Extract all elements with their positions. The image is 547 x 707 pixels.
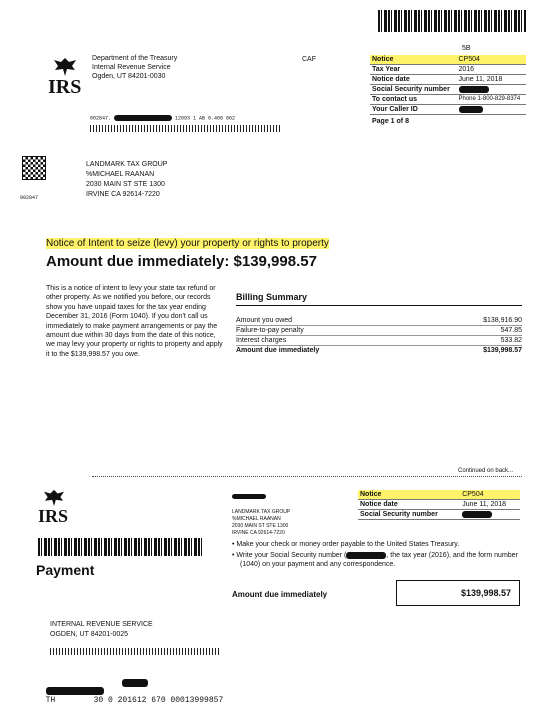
billing-row: [236, 326, 522, 336]
mail-code: 002847.: [90, 115, 112, 122]
agency-block: [92, 54, 177, 81]
side-code: 002847: [20, 195, 39, 201]
billing-label: Failure-to-pay penalty: [236, 326, 431, 336]
contact-value: Phone 1-800-829-8374: [458, 96, 521, 102]
billing-title: Billing Summary: [236, 292, 522, 306]
stub-addr-4: IRVINE CA 92614-7220: [232, 530, 285, 536]
stub-addr-2: %MICHAEL RAANAN: [232, 516, 281, 522]
recipient-line-2: %MICHAEL RAANAN: [86, 171, 155, 178]
notice-row: [370, 55, 526, 65]
mail-code-line: [90, 115, 235, 122]
billing-row: [236, 316, 522, 326]
top-code: 5B: [462, 45, 471, 52]
stub-addr-3: 2030 MAIN ST STE 1300: [232, 523, 289, 529]
stub-irs-eagle-icon: [42, 488, 66, 508]
tear-line: [92, 476, 522, 477]
payment-instructions: [232, 540, 524, 569]
stub-date-label: Notice date: [360, 501, 398, 508]
notice-heading: [46, 238, 329, 249]
ssn-label: Social Security number: [372, 86, 450, 93]
irs-eagle-icon: [52, 56, 78, 78]
instruction-ssn-redaction: [346, 552, 386, 559]
stub-notice-label: Notice: [360, 491, 382, 498]
stub-notice-value: CP504: [462, 491, 484, 498]
contact-label: To contact us: [372, 96, 417, 103]
notice-label: Notice: [372, 56, 394, 63]
qr-code-icon: [22, 156, 46, 180]
notice-date-value: June 11, 2018: [458, 76, 503, 83]
billing-total-row: [236, 346, 522, 356]
agency-service: Internal Revenue Service: [92, 64, 171, 71]
instruction-bullet-1: • Make your check or money order payable to the United States Treasury.: [232, 541, 460, 548]
caller-id-label: Your Caller ID: [372, 106, 418, 113]
notice-info-box: [370, 55, 526, 126]
body-text: This is a notice of intent to levy your state tax refund or other property. As we notified you before, our records show you have unpaid taxes for the tax year ending December 31, 2016 (Form 1040). If you don't call us immediately to make payment arrangements or pay the amount due within 30 days from the date of this notice, we may levy your property or rights to property and apply it to the $139,998.57 you owe.: [46, 285, 223, 358]
stub-ssn-label: Social Security number: [360, 511, 438, 518]
billing-summary: [236, 292, 522, 355]
billing-value: 533.82: [431, 336, 522, 346]
return-line-2: OGDEN, UT 84201-0025: [50, 631, 129, 638]
ssn-value: [457, 85, 527, 95]
notice-heading-text: Notice of Intent to seize (levy) your property or rights to property: [46, 238, 329, 249]
continued-note: Continued on back...: [458, 468, 514, 474]
return-line-1: INTERNAL REVENUE SERVICE: [50, 621, 153, 628]
recipient-line-3: 2030 MAIN ST STE 1300: [86, 181, 165, 188]
billing-total-value: $139,998.57: [483, 347, 522, 354]
scanline-text: TH 30 0 201612 670 00013999857: [45, 696, 224, 706]
stub-irs-logo-text: IRS: [38, 506, 69, 526]
instruction-2a-text: Write your Social Security number (: [236, 552, 347, 559]
instruction-1-text: Make your check or money order payable to the United States Treasury.: [236, 541, 460, 548]
scanline-redaction-2: [122, 679, 148, 687]
stub-barcode: [38, 538, 204, 556]
instruction-2b-text: , the tax year (2016), and the form number (1040) on your payment and any correspondence.: [240, 552, 518, 568]
instruction-bullet-2: • Write your Social Security number ( , the tax year (2016), and the form number (1040) on your payment and any correspondence.: [232, 552, 518, 568]
stub-ssn-redaction: [462, 511, 492, 518]
billing-label: Interest charges: [236, 336, 431, 346]
top-barcode: [378, 10, 526, 32]
stub-amount-value: $139,998.57: [460, 588, 511, 598]
stub-address-redaction: [232, 494, 266, 499]
billing-value: 547.85: [431, 326, 522, 336]
billing-label: Amount you owed: [236, 316, 431, 326]
payment-label: Payment: [36, 562, 95, 578]
stub-addr-1: LANDMARK TAX GROUP: [232, 509, 291, 515]
recipient-address: [86, 160, 167, 200]
agency-city: Ogden, UT 84201-0030: [92, 73, 166, 80]
caf-label: CAF: [302, 56, 316, 63]
mail-code-tail: 12093 1 AB 0.408 862: [175, 115, 236, 122]
return-address: [50, 620, 153, 640]
stub-info-box: [358, 490, 520, 520]
billing-total-label: Amount due immediately: [236, 347, 320, 354]
mail-code-redaction: [114, 115, 172, 121]
tax-year-value: 2016: [458, 66, 475, 73]
agency-dept: Department of the Treasury: [92, 55, 178, 62]
billing-value: $138,916.90: [431, 316, 522, 326]
caller-id-value: [457, 105, 527, 115]
notice-date-label: Notice date: [372, 76, 410, 83]
page-number: Page 1 of 8: [372, 118, 409, 125]
tax-year-label: Tax Year: [372, 66, 401, 73]
postal-barcode-bottom: [50, 648, 220, 655]
stub-date-value: June 11, 2018: [462, 501, 507, 508]
amount-heading: Amount due immediately: $139,998.57: [46, 253, 317, 270]
recipient-line-1: LANDMARK TAX GROUP: [86, 161, 168, 168]
ssn-redaction: [459, 86, 489, 93]
recipient-line-4: IRVINE CA 92614-7220: [86, 191, 160, 198]
billing-row: [236, 336, 522, 346]
stub-ssn-value: [460, 510, 520, 520]
stub-address: [232, 488, 290, 537]
stub-amount-box: [396, 580, 520, 606]
postal-barcode-top: [90, 125, 280, 132]
caller-id-redaction: [459, 106, 483, 113]
notice-value: CP504: [458, 56, 480, 63]
irs-logo-text: IRS: [48, 76, 82, 98]
stub-amount-label: Amount due immediately: [232, 590, 328, 599]
scanline-redaction-1: [46, 687, 104, 695]
